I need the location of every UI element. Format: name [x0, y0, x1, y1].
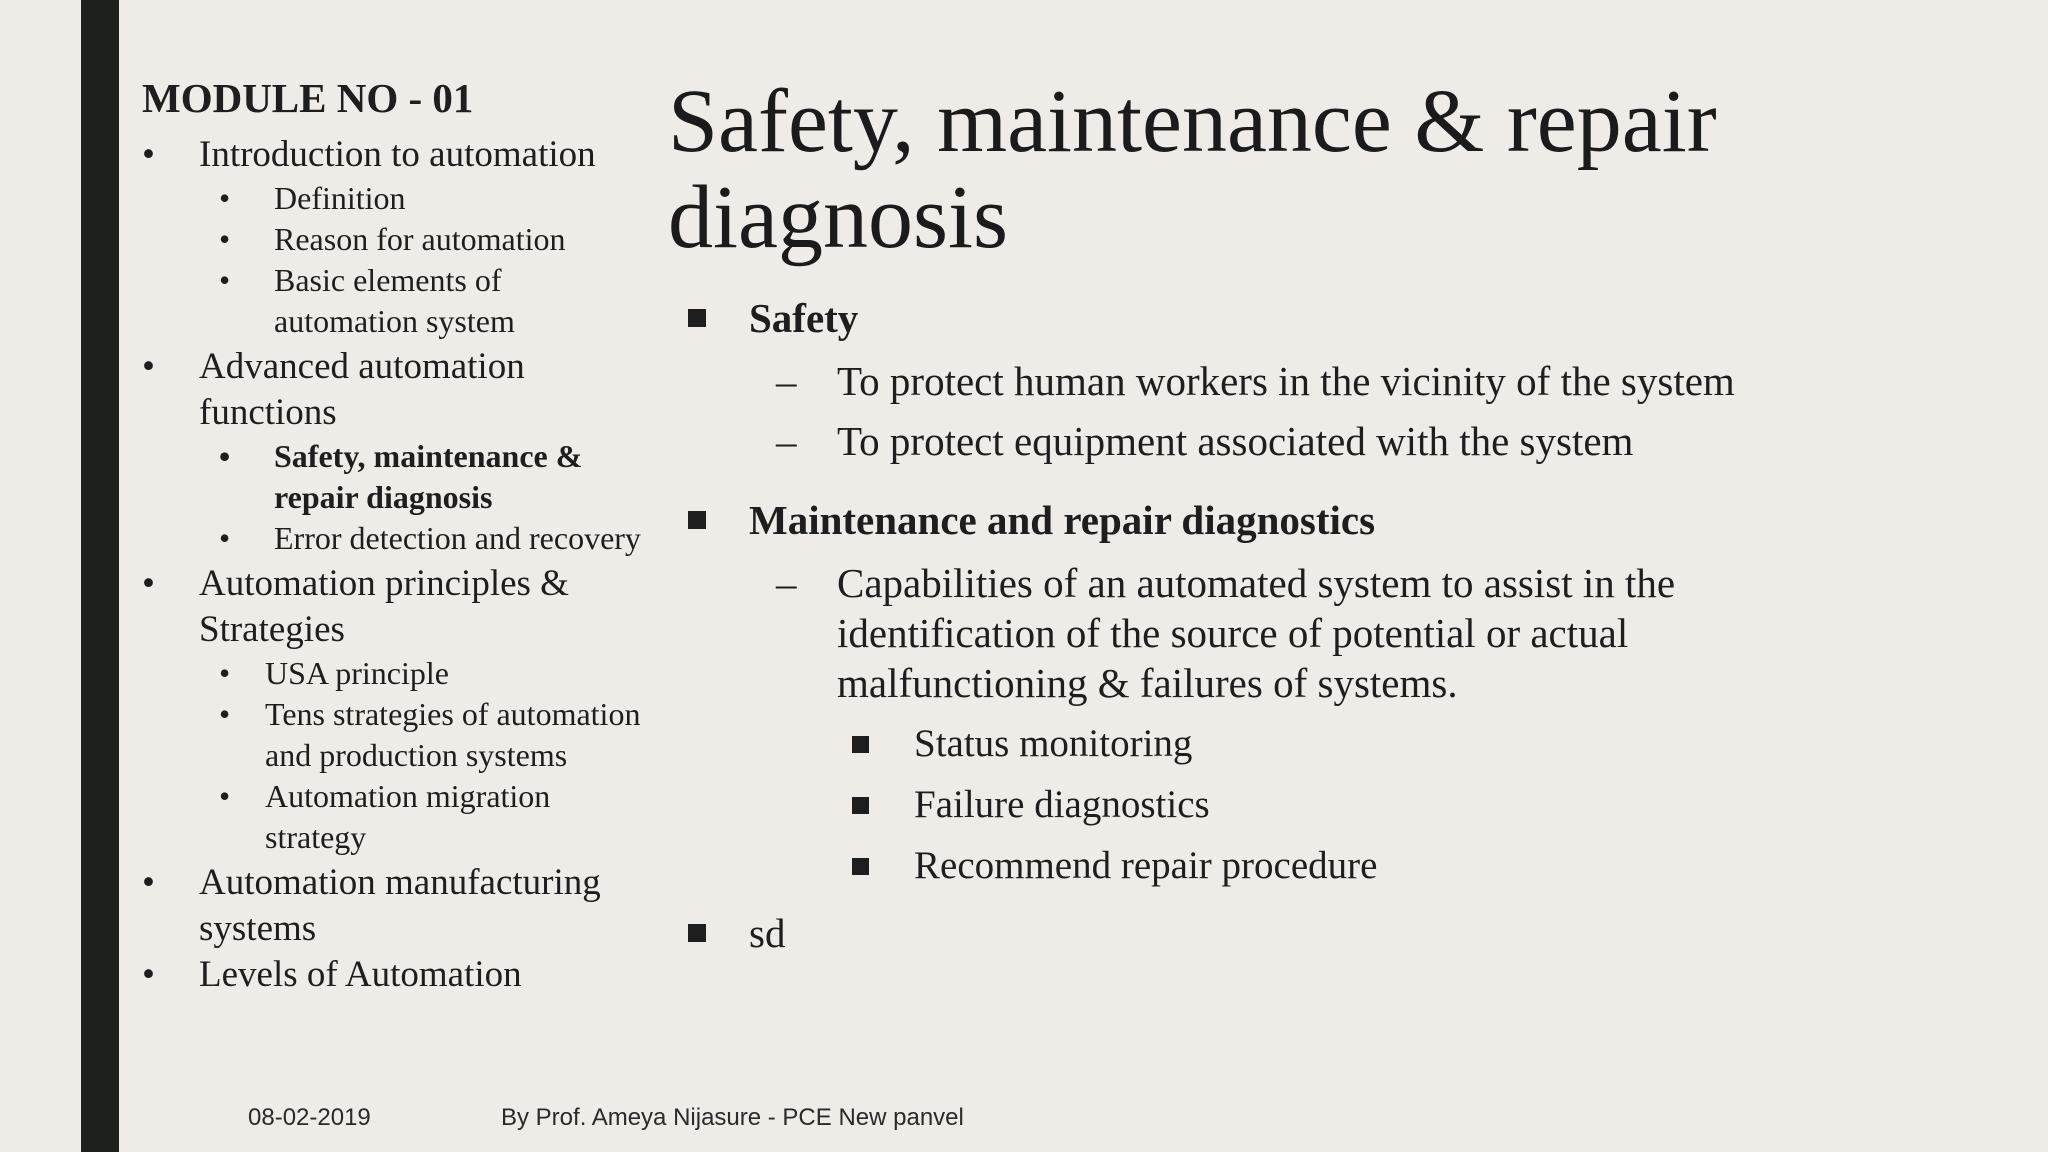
- outline-subitem-label: Safety, maintenance & repair diagnosis: [274, 438, 583, 515]
- outline-subitem-label: Reason for automation: [274, 221, 566, 257]
- outline-subitem-label: Tens strategies of automation and production systems: [265, 696, 641, 773]
- outline-subitems: [142, 653, 652, 858]
- section-point: [684, 356, 1964, 406]
- outline-item-label: Levels of Automation: [199, 954, 522, 995]
- square-bullet-icon: [688, 309, 706, 327]
- section-subpoint: [684, 719, 1964, 769]
- section-point-text: To protect human workers in the vicinity of the system: [837, 358, 1735, 404]
- section-heading-label: Maintenance and repair diagnostics: [749, 497, 1376, 543]
- bullet-icon: •: [219, 655, 231, 691]
- outline-subitem: [219, 260, 652, 342]
- outline-item: [142, 344, 652, 436]
- section-subpoint-text: Recommend repair procedure: [914, 844, 1378, 887]
- bullet-icon: •: [219, 438, 231, 474]
- bullet-icon: •: [219, 262, 231, 298]
- section-subpoint: [684, 841, 1964, 891]
- outline-subitem: [219, 219, 652, 260]
- outline-subitem-current: [219, 436, 652, 518]
- module-outline: [142, 72, 652, 998]
- outline-item: [142, 952, 652, 998]
- outline-subitem: [219, 653, 652, 694]
- bullet-icon: •: [219, 696, 231, 732]
- bullet-icon: •: [142, 862, 155, 903]
- outline-item: [142, 860, 652, 952]
- outline-subitem: [219, 776, 652, 858]
- dash-bullet-icon: –: [776, 358, 797, 404]
- section-point-text: Capabilities of an automated system to assist in the identification of the source of potential or actual malfunctioning & failures of systems.: [837, 560, 1676, 706]
- outline-subitems: [142, 178, 652, 342]
- outline-subitem-label: Error detection and recovery: [274, 520, 641, 556]
- outline-item: [142, 561, 652, 653]
- section-point-text: To protect equipment associated with the system: [837, 418, 1634, 464]
- outline-subitem: [219, 178, 652, 219]
- square-bullet-icon: [852, 858, 869, 875]
- bullet-icon: •: [142, 954, 155, 995]
- section-heading: [684, 905, 1964, 961]
- bullet-icon: •: [219, 778, 231, 814]
- section-point: [684, 558, 1964, 708]
- bullet-icon: •: [142, 346, 155, 387]
- outline-item: [142, 132, 652, 178]
- section-subpoint: [684, 780, 1964, 830]
- square-bullet-icon: [852, 797, 869, 814]
- bullet-icon: •: [219, 180, 231, 216]
- slide-content: [684, 290, 1964, 961]
- bullet-icon: •: [142, 134, 155, 175]
- outline-subitem-label: Basic elements of automation system: [274, 262, 515, 339]
- square-bullet-icon: [688, 511, 706, 529]
- outline-heading: MODULE NO - 01: [142, 75, 474, 121]
- outline-subitems: [142, 436, 652, 559]
- section-heading-label: sd: [749, 910, 786, 956]
- square-bullet-icon: [852, 736, 869, 753]
- square-bullet-icon: [688, 924, 706, 942]
- outline-subitem: [219, 694, 652, 776]
- outline-subitem-label: USA principle: [265, 655, 449, 691]
- outline-item-label: Automation manufacturing systems: [199, 862, 601, 949]
- outline-subitem: [219, 518, 652, 559]
- bullet-icon: •: [219, 520, 231, 556]
- dash-bullet-icon: –: [776, 418, 797, 464]
- accent-sidebar-bar: [81, 0, 119, 1152]
- slide-title: Safety, maintenance & repair diagnosis: [668, 72, 1717, 267]
- dash-bullet-icon: –: [776, 560, 797, 606]
- bullet-icon: •: [219, 221, 231, 257]
- footer-date: 08-02-2019: [248, 1104, 371, 1131]
- section-heading: [684, 492, 1964, 548]
- section-heading: [684, 290, 1964, 346]
- section-heading-label: Safety: [749, 295, 859, 341]
- outline-item-label: Advanced automation functions: [199, 346, 525, 433]
- section-subpoint-text: Status monitoring: [914, 722, 1193, 765]
- outline-subitem-label: Automation migration strategy: [265, 778, 551, 855]
- section-point: [684, 416, 1964, 466]
- outline-subitem-label: Definition: [274, 180, 406, 216]
- footer-author: By Prof. Ameya Nijasure - PCE New panvel: [501, 1104, 964, 1131]
- outline-item-label: Automation principles & Strategies: [199, 563, 569, 650]
- bullet-icon: •: [142, 563, 155, 604]
- outline-item-label: Introduction to automation: [199, 134, 596, 175]
- section-subpoint-text: Failure diagnostics: [914, 783, 1210, 826]
